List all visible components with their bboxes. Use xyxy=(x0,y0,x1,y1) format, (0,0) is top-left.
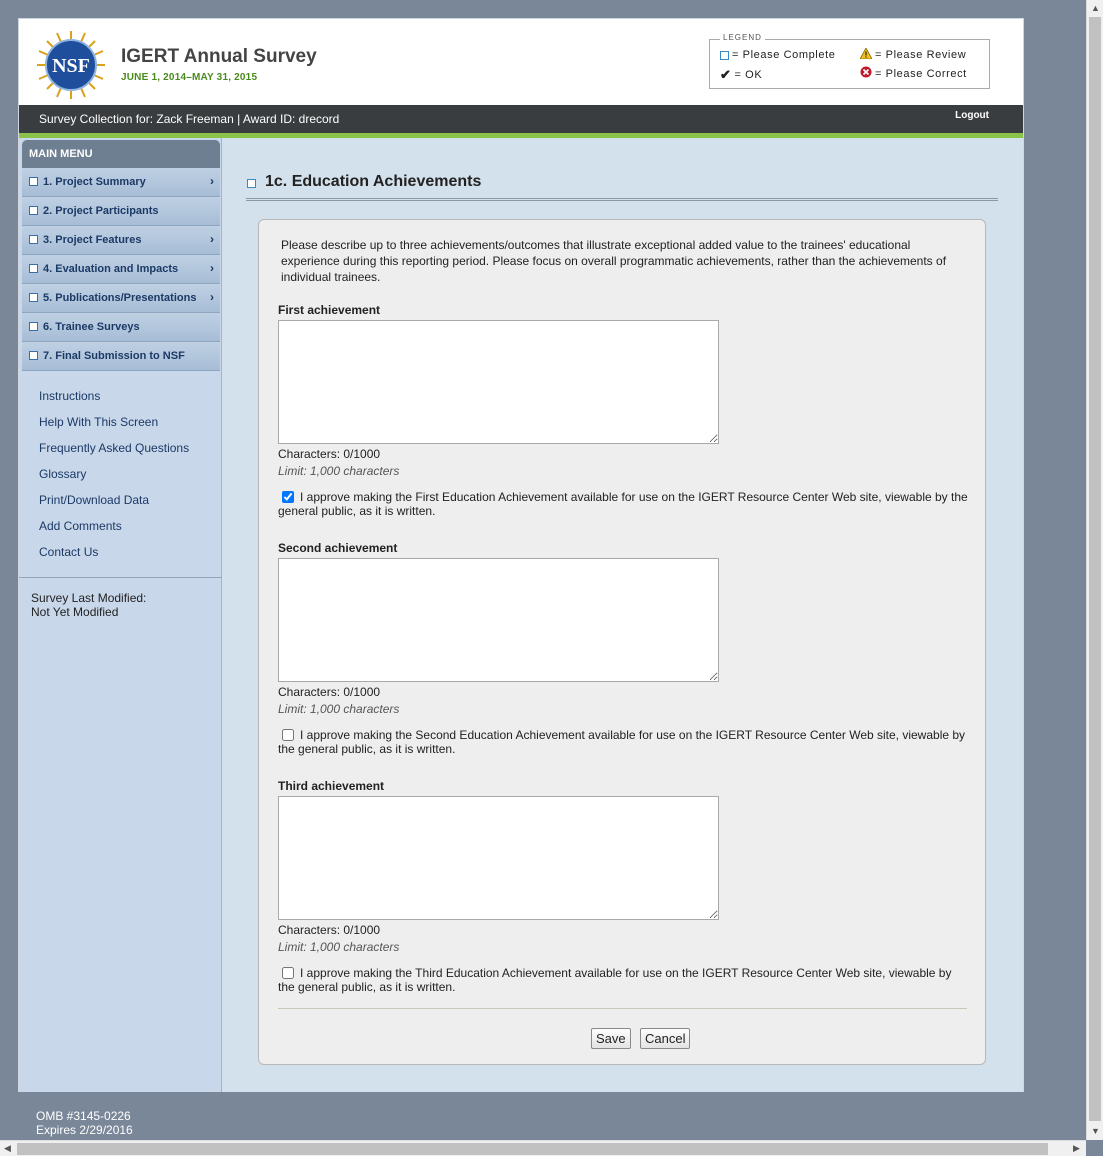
omb-info xyxy=(36,1109,133,1137)
survey-collection-info: Survey Collection for: Zack Freeman | Award ID: drecord xyxy=(39,112,340,126)
third-achievement-textarea[interactable] xyxy=(278,796,719,920)
third-approve-text: I approve making the Third Education Achievement available for use on the IGERT Resource Center Web site, viewable by the general public, as it is written. xyxy=(278,966,952,994)
omb-expires: Expires 2/29/2016 xyxy=(36,1123,133,1137)
scroll-up-icon[interactable]: ▲ xyxy=(1091,3,1100,13)
first-char-limit: Limit: 1,000 characters xyxy=(278,464,400,478)
horizontal-scroll-thumb[interactable] xyxy=(17,1143,1048,1155)
legend-ok xyxy=(720,67,762,83)
scroll-left-icon[interactable]: ◀ xyxy=(4,1143,11,1153)
print-download-link[interactable]: Print/Download Data xyxy=(39,493,150,507)
status-checkbox-icon xyxy=(29,177,38,186)
legend-label: = Please Review xyxy=(875,49,967,61)
logout-link[interactable]: Logout xyxy=(955,110,989,121)
vertical-scroll-thumb[interactable] xyxy=(1089,17,1101,1121)
first-approve-text: I approve making the First Education Achievement available for use on the IGERT Resource Center Web site, viewable by the general public, as it is written. xyxy=(278,490,968,518)
menu-item-final-submission[interactable] xyxy=(22,342,220,371)
last-modified xyxy=(31,591,146,619)
third-char-count: Characters: 0/1000 xyxy=(278,923,381,937)
legend-please-review xyxy=(860,48,966,62)
first-achievement-textarea[interactable] xyxy=(278,320,719,444)
legend-label: = Please Complete xyxy=(732,49,836,61)
status-checkbox-icon xyxy=(29,293,38,302)
glossary-link[interactable]: Glossary xyxy=(39,467,87,481)
status-checkbox-icon xyxy=(29,206,38,215)
horizontal-scrollbar[interactable] xyxy=(0,1140,1086,1156)
menu-item-label: 1. Project Summary xyxy=(43,176,146,188)
chevron-right-icon: › xyxy=(210,261,214,275)
omb-number: OMB #3145-0226 xyxy=(36,1109,131,1123)
first-char-count: Characters: 0/1000 xyxy=(278,447,381,461)
main-menu-title: MAIN MENU xyxy=(22,140,220,168)
nsf-logo xyxy=(35,29,107,101)
error-icon xyxy=(860,66,872,81)
main-content xyxy=(222,138,1023,1092)
first-approve-row xyxy=(278,490,968,518)
form-divider xyxy=(278,1008,967,1009)
sidebar xyxy=(19,138,222,1092)
legend-label: = Please Correct xyxy=(875,67,967,80)
legend-title: LEGEND xyxy=(720,33,765,42)
chevron-right-icon: › xyxy=(210,290,214,304)
section-status-icon xyxy=(247,179,256,188)
status-checkbox-icon xyxy=(29,322,38,331)
menu-item-evaluation-impacts[interactable] xyxy=(22,255,220,284)
third-char-limit: Limit: 1,000 characters xyxy=(278,940,400,954)
save-button[interactable]: Save xyxy=(591,1028,631,1049)
scroll-down-icon[interactable]: ▼ xyxy=(1091,1126,1100,1136)
menu-item-label: 6. Trainee Surveys xyxy=(43,321,140,333)
menu-item-label: 7. Final Submission to NSF xyxy=(43,350,185,362)
user-bar xyxy=(19,105,1023,133)
menu-item-project-summary[interactable] xyxy=(22,168,220,197)
status-checkbox-icon xyxy=(29,264,38,273)
chevron-right-icon: › xyxy=(210,174,214,188)
instructions-link[interactable]: Instructions xyxy=(39,389,101,403)
help-link[interactable]: Help With This Screen xyxy=(39,415,159,429)
status-checkbox-icon xyxy=(29,351,38,360)
section-title: 1c. Education Achievements xyxy=(265,173,482,190)
first-approve-checkbox[interactable] xyxy=(282,491,294,503)
sidebar-divider xyxy=(19,577,222,578)
reporting-period: JUNE 1, 2014–MAY 31, 2015 xyxy=(121,72,258,83)
third-approve-row xyxy=(278,966,968,994)
menu-item-project-participants[interactable] xyxy=(22,197,220,226)
second-approve-row xyxy=(278,728,968,756)
legend-label: = OK xyxy=(734,69,763,81)
add-comments-link[interactable]: Add Comments xyxy=(39,519,122,533)
survey-window xyxy=(18,18,1024,1092)
empty-checkbox-icon xyxy=(720,51,729,60)
second-approve-checkbox[interactable] xyxy=(282,729,294,741)
third-achievement-label: Third achievement xyxy=(278,779,385,793)
last-modified-value: Not Yet Modified xyxy=(31,605,119,619)
menu-item-label: 4. Evaluation and Impacts xyxy=(43,263,179,275)
checkmark-icon: ✔ xyxy=(720,67,732,82)
menu-item-label: 2. Project Participants xyxy=(43,205,159,217)
app-title: IGERT Annual Survey xyxy=(121,46,317,67)
achievements-form xyxy=(258,219,986,1065)
menu-item-publications[interactable] xyxy=(22,284,220,313)
menu-item-trainee-surveys[interactable] xyxy=(22,313,220,342)
menu-item-project-features[interactable] xyxy=(22,226,220,255)
second-achievement-label: Second achievement xyxy=(278,541,398,555)
legend-please-complete xyxy=(720,49,835,61)
second-char-limit: Limit: 1,000 characters xyxy=(278,702,400,716)
cancel-button[interactable]: Cancel xyxy=(640,1028,690,1049)
faq-link[interactable]: Frequently Asked Questions xyxy=(39,441,190,455)
second-approve-text: I approve making the Second Education Achievement available for use on the IGERT Resource Center Web site, viewable by the general public, as it is written. xyxy=(278,728,966,756)
warning-icon xyxy=(860,48,872,62)
menu-item-label: 5. Publications/Presentations xyxy=(43,292,197,304)
last-modified-label: Survey Last Modified: xyxy=(31,591,147,605)
logo-text: NSF xyxy=(52,55,90,77)
third-approve-checkbox[interactable] xyxy=(282,967,294,979)
header xyxy=(19,19,1023,105)
second-achievement-textarea[interactable] xyxy=(278,558,719,682)
section-divider xyxy=(246,198,998,201)
status-checkbox-icon xyxy=(29,235,38,244)
legend xyxy=(709,33,990,89)
contact-us-link[interactable]: Contact Us xyxy=(39,545,99,559)
menu-item-label: 3. Project Features xyxy=(43,234,142,246)
scroll-right-icon[interactable]: ▶ xyxy=(1073,1143,1080,1153)
instructions-text: Please describe up to three achievements/outcomes that illustrate exceptional added value to the trainees' educational experience during this reporting period. Please focus on overall programmatic achievements, rather than the achievements of individual trainees. xyxy=(281,238,947,284)
second-char-count: Characters: 0/1000 xyxy=(278,685,381,699)
chevron-right-icon: › xyxy=(210,232,214,246)
first-achievement-label: First achievement xyxy=(278,303,381,317)
legend-please-correct xyxy=(860,66,967,81)
vertical-scrollbar[interactable] xyxy=(1086,0,1103,1140)
